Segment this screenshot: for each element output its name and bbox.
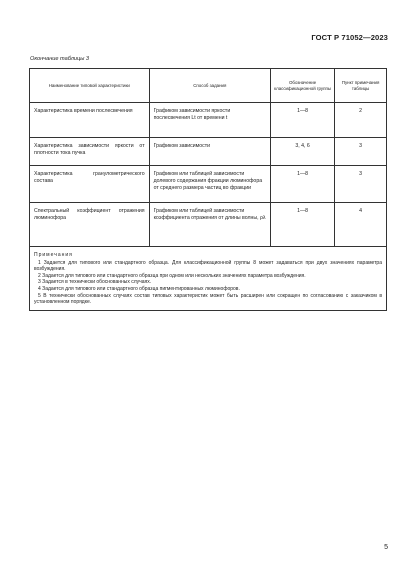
cell-note-ref: 3: [335, 138, 387, 166]
table-header-row: [30, 69, 387, 103]
note-item: 3 Задается в технически обоснованных случаях.: [38, 279, 152, 286]
cell-characteristic: Характеристика времени послесвечения: [30, 103, 150, 138]
cell-method: Графиком или таблицей зависимости долевого содержания фракции люминофора от среднего размера частиц во фракции: [149, 166, 270, 203]
cell-groups: 1—8: [270, 103, 334, 138]
note-item: 2 Задается для типового или стандартного образца при одном или нескольких значениях параметра возбуждения.: [38, 272, 306, 279]
cell-characteristic: Спектральный коэффициент отражения люминофора: [30, 203, 150, 247]
characteristics-table: [29, 68, 387, 311]
notes-title: Примечания: [34, 252, 73, 258]
cell-note-ref: 4: [335, 203, 387, 247]
header-characteristic: Наименование типовой характеристики: [30, 69, 150, 103]
cell-note-ref: 2: [335, 103, 387, 138]
notes-cell: [30, 247, 387, 311]
cell-groups: 3, 4, 6: [270, 138, 334, 166]
table-row: [30, 166, 387, 203]
header-note-ref: Пункт примечания таблицы: [335, 69, 387, 103]
table-row: [30, 138, 387, 166]
cell-characteristic: Характеристика гранулометрического состава: [30, 166, 150, 203]
page-number: 5: [384, 544, 388, 551]
header-groups: Обозначение классификационной группы: [270, 69, 334, 103]
note-item: 5 В технически обоснованных случаях состав типовых характеристик может быть расширен или сокращен по согласованию с заказчиком в установленном порядке.: [34, 292, 382, 306]
cell-method: Графиком или таблицей зависимости коэффициента отражения от длины волны, ρλ: [149, 203, 270, 247]
table-row: [30, 103, 387, 138]
table-row: [30, 203, 387, 247]
standard-code: ГОСТ Р 71052—2023: [311, 33, 388, 42]
cell-method: Графиком зависимости яркости послесвечения Lt от времени t: [149, 103, 270, 138]
header-method: Способ задания: [149, 69, 270, 103]
notes-row: [30, 247, 387, 311]
cell-groups: 1—8: [270, 203, 334, 247]
cell-groups: 1—8: [270, 166, 334, 203]
cell-method: Графиком зависимости: [149, 138, 270, 166]
cell-note-ref: 3: [335, 166, 387, 203]
note-item: 1 Задается для типового или стандартного образца. Для классификационной группы 8 может задаваться при двух значениях параметра возбуждения.: [34, 259, 382, 273]
table-caption: Окончание таблицы 3: [30, 56, 90, 62]
cell-characteristic: Характеристика зависимости яркости от плотности тока пучка: [30, 138, 150, 166]
note-item: 4 Задается для типового или стандартного образца пигментированных люминофоров.: [38, 285, 240, 292]
